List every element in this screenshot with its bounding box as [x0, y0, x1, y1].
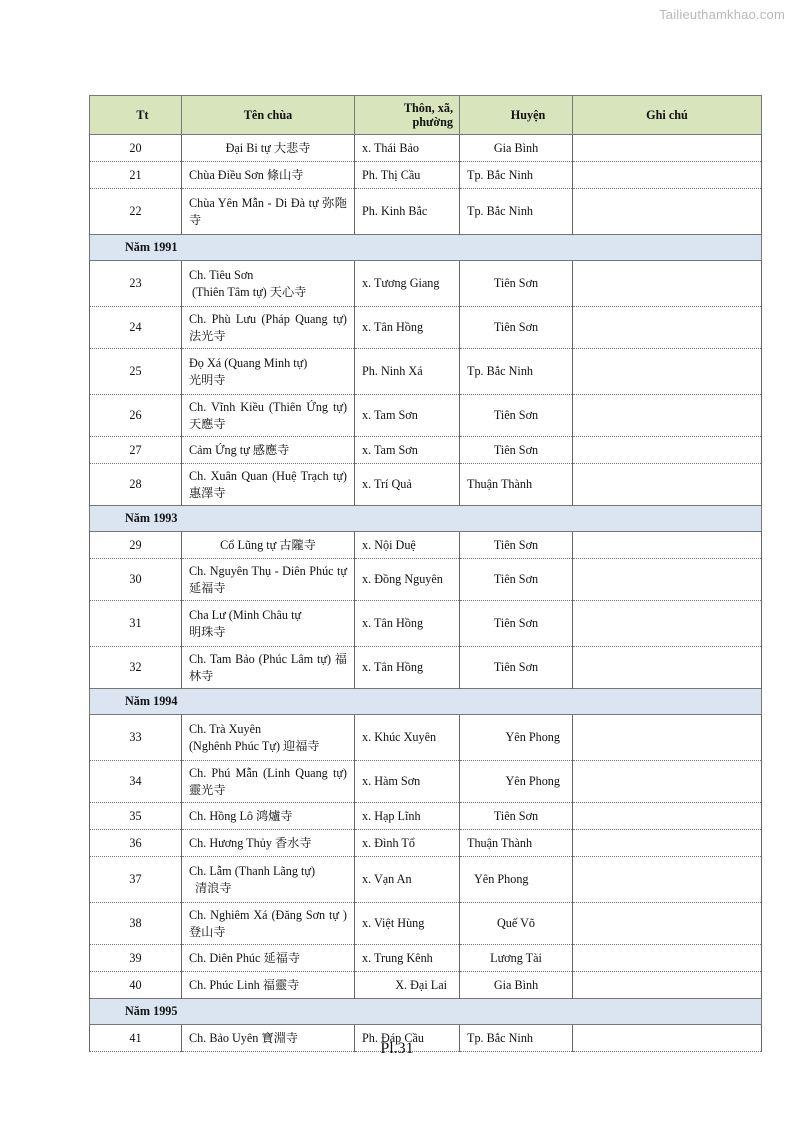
table-row [90, 437, 762, 464]
watermark: Tailieuthamkhao.com [659, 7, 785, 22]
cell-tt: 29 [90, 532, 182, 559]
cell-district: Tp. Bắc Ninh [460, 189, 573, 235]
cell-commune: x. Hạp Lĩnh [355, 803, 460, 830]
cell-name: Ch. Tam Bảo (Phúc Lâm tự) 福林寺 [182, 647, 355, 689]
cell-commune: x. Tân Hồng [355, 601, 460, 647]
cell-tt: 36 [90, 830, 182, 857]
table-row [90, 903, 762, 945]
table-row [90, 464, 762, 506]
cell-name-line2: 光明寺 [189, 372, 226, 387]
cell-name-line2: 明珠寺 [189, 624, 226, 639]
cell-note [573, 189, 762, 235]
cell-tt: 33 [90, 715, 182, 761]
cell-commune: X. Đại Lai [355, 972, 460, 999]
header-note: Ghi chú [573, 96, 762, 135]
cell-name-line2: (Nghênh Phúc Tự) 迎福寺 [189, 738, 320, 753]
cell-tt: 39 [90, 945, 182, 972]
section-row-1994 [90, 689, 762, 715]
table-row [90, 857, 762, 903]
cell-name [182, 715, 355, 761]
cell-name: Cảm Ứng tự 感應寺 [182, 437, 355, 464]
table-header-row [90, 96, 762, 135]
table-row [90, 761, 762, 803]
cell-tt: 24 [90, 307, 182, 349]
table-row [90, 532, 762, 559]
cell-commune: Ph. Thị Cầu [355, 162, 460, 189]
cell-note [573, 162, 762, 189]
cell-name: Ch. Hồng Lô 鸿爐寺 [182, 803, 355, 830]
cell-tt: 34 [90, 761, 182, 803]
header-name: Tên chùa [182, 96, 355, 135]
cell-tt: 20 [90, 135, 182, 162]
cell-name: Ch. Phù Lưu (Pháp Quang tự) 法光寺 [182, 307, 355, 349]
section-row-1995 [90, 999, 762, 1025]
cell-note [573, 647, 762, 689]
cell-note [573, 349, 762, 395]
cell-name: Ch. Diên Phúc 延福寺 [182, 945, 355, 972]
cell-tt: 31 [90, 601, 182, 647]
table-row [90, 647, 762, 689]
cell-name-line1: Đọ Xá (Quang Minh tự) [189, 355, 308, 370]
cell-name: Ch. Nghiêm Xá (Đăng Sơn tự ) 登山寺 [182, 903, 355, 945]
cell-commune: x. Trung Kênh [355, 945, 460, 972]
cell-district: Lương Tài [460, 945, 573, 972]
cell-note [573, 261, 762, 307]
cell-district: Yên Phong [460, 857, 573, 903]
cell-tt: 30 [90, 559, 182, 601]
cell-commune: x. Trí Quả [355, 464, 460, 506]
cell-note [573, 903, 762, 945]
cell-name: Ch. Bảo Uyên 寶淵寺 [182, 1025, 355, 1052]
table-row [90, 830, 762, 857]
cell-name: Cổ Lũng tự 古隴寺 [182, 532, 355, 559]
cell-district: Tiên Sơn [460, 532, 573, 559]
table-row [90, 189, 762, 235]
cell-name-line2: 清浪寺 [195, 880, 232, 895]
section-label: Năm 1994 [90, 689, 762, 715]
section-label: Năm 1995 [90, 999, 762, 1025]
header-commune: Thôn, xã, phường [355, 96, 460, 135]
cell-tt: 25 [90, 349, 182, 395]
section-label: Năm 1993 [90, 506, 762, 532]
cell-district: Quế Võ [460, 903, 573, 945]
cell-name: Ch. Hương Thủy 香水寺 [182, 830, 355, 857]
cell-note [573, 559, 762, 601]
cell-note [573, 761, 762, 803]
table-row [90, 261, 762, 307]
cell-name-line1: Ch. Trà Xuyên [189, 721, 262, 736]
cell-commune: x. Đình Tổ [355, 830, 460, 857]
cell-name: Chùa Yên Mẫn - Di Đà tự 弥陁寺 [182, 189, 355, 235]
cell-tt: 37 [90, 857, 182, 903]
cell-commune: x. Tam Sơn [355, 437, 460, 464]
cell-district: Tp. Bắc Ninh [460, 1025, 573, 1052]
cell-commune: Ph. Kinh Bắc [355, 189, 460, 235]
table-row [90, 715, 762, 761]
cell-name: Ch. Phúc Linh 福靈寺 [182, 972, 355, 999]
cell-name: Ch. Phú Mẫn (Linh Quang tự) 靈光寺 [182, 761, 355, 803]
table-row [90, 162, 762, 189]
cell-note [573, 830, 762, 857]
cell-district: Tiên Sơn [460, 395, 573, 437]
cell-commune: x. Tương Giang [355, 261, 460, 307]
cell-district: Yên Phong [460, 761, 573, 803]
table-row [90, 349, 762, 395]
cell-name [182, 857, 355, 903]
cell-note [573, 945, 762, 972]
cell-commune: x. Tân Hồng [355, 307, 460, 349]
cell-name [182, 601, 355, 647]
cell-name-line1: Ch. Tiêu Sơn [189, 267, 254, 282]
header-district: Huyện [460, 96, 573, 135]
cell-note [573, 857, 762, 903]
cell-name: Chùa Điều Sơn 條山寺 [182, 162, 355, 189]
cell-district: Thuận Thành [460, 830, 573, 857]
cell-commune: x. Việt Hùng [355, 903, 460, 945]
header-tt: Tt [90, 96, 182, 135]
cell-commune: x. Hàm Sơn [355, 761, 460, 803]
cell-note [573, 437, 762, 464]
cell-note [573, 307, 762, 349]
cell-note [573, 715, 762, 761]
cell-district: Tiên Sơn [460, 559, 573, 601]
page-number: Pl.31 [380, 1040, 414, 1057]
cell-note [573, 135, 762, 162]
cell-district: Tp. Bắc Ninh [460, 349, 573, 395]
cell-name-line1: Cha Lư (Minh Châu tự [189, 607, 302, 622]
cell-tt: 40 [90, 972, 182, 999]
cell-tt: 32 [90, 647, 182, 689]
section-row-1991 [90, 235, 762, 261]
table-row [90, 135, 762, 162]
table-row [90, 803, 762, 830]
cell-tt: 41 [90, 1025, 182, 1052]
cell-note [573, 972, 762, 999]
cell-district: Tiên Sơn [460, 261, 573, 307]
cell-tt: 22 [90, 189, 182, 235]
cell-commune: x. Đồng Nguyên [355, 559, 460, 601]
cell-district: Gia Bình [460, 972, 573, 999]
cell-name-line2: (Thiên Tâm tự) 天心寺 [192, 284, 307, 299]
cell-tt: 35 [90, 803, 182, 830]
cell-commune: Ph. Đáp Cầu [355, 1025, 460, 1052]
table-row [90, 559, 762, 601]
cell-district: Tp. Bắc Ninh [460, 162, 573, 189]
cell-district: Tiên Sơn [460, 437, 573, 464]
cell-commune: x. Khúc Xuyên [355, 715, 460, 761]
table-row [90, 945, 762, 972]
cell-commune: x. Tân Hồng [355, 647, 460, 689]
cell-district: Thuận Thành [460, 464, 573, 506]
cell-district: Yên Phong [460, 715, 573, 761]
cell-note [573, 601, 762, 647]
cell-district: Tiên Sơn [460, 803, 573, 830]
cell-district: Tiên Sơn [460, 601, 573, 647]
cell-note [573, 803, 762, 830]
cell-tt: 21 [90, 162, 182, 189]
cell-tt: 26 [90, 395, 182, 437]
cell-name [182, 349, 355, 395]
cell-note [573, 464, 762, 506]
cell-commune: x. Tam Sơn [355, 395, 460, 437]
table-row [90, 972, 762, 999]
cell-name-line1: Ch. Lẫm (Thanh Lãng tự) [189, 863, 316, 878]
cell-name: Ch. Nguyên Thụ - Diên Phúc tự 延福寺 [182, 559, 355, 601]
cell-commune: x. Thái Bảo [355, 135, 460, 162]
cell-note [573, 395, 762, 437]
cell-name [182, 261, 355, 307]
cell-note [573, 532, 762, 559]
cell-name: Ch. Xuân Quan (Huệ Trạch tự) 惠澤寺 [182, 464, 355, 506]
cell-district: Tiên Sơn [460, 307, 573, 349]
cell-district: Tiên Sơn [460, 647, 573, 689]
cell-district: Gia Bình [460, 135, 573, 162]
cell-name: Đại Bi tự 大悲寺 [182, 135, 355, 162]
cell-commune: x. Nội Duệ [355, 532, 460, 559]
cell-name: Ch. Vĩnh Kiều (Thiên Ứng tự) 天應寺 [182, 395, 355, 437]
cell-commune: Ph. Ninh Xá [355, 349, 460, 395]
section-row-1993 [90, 506, 762, 532]
cell-commune: x. Vạn An [355, 857, 460, 903]
table-row [90, 601, 762, 647]
temple-table [89, 95, 762, 1052]
section-label: Năm 1991 [90, 235, 762, 261]
cell-tt: 23 [90, 261, 182, 307]
cell-tt: 38 [90, 903, 182, 945]
cell-tt: 28 [90, 464, 182, 506]
table-row [90, 307, 762, 349]
cell-tt: 27 [90, 437, 182, 464]
table-row [90, 395, 762, 437]
